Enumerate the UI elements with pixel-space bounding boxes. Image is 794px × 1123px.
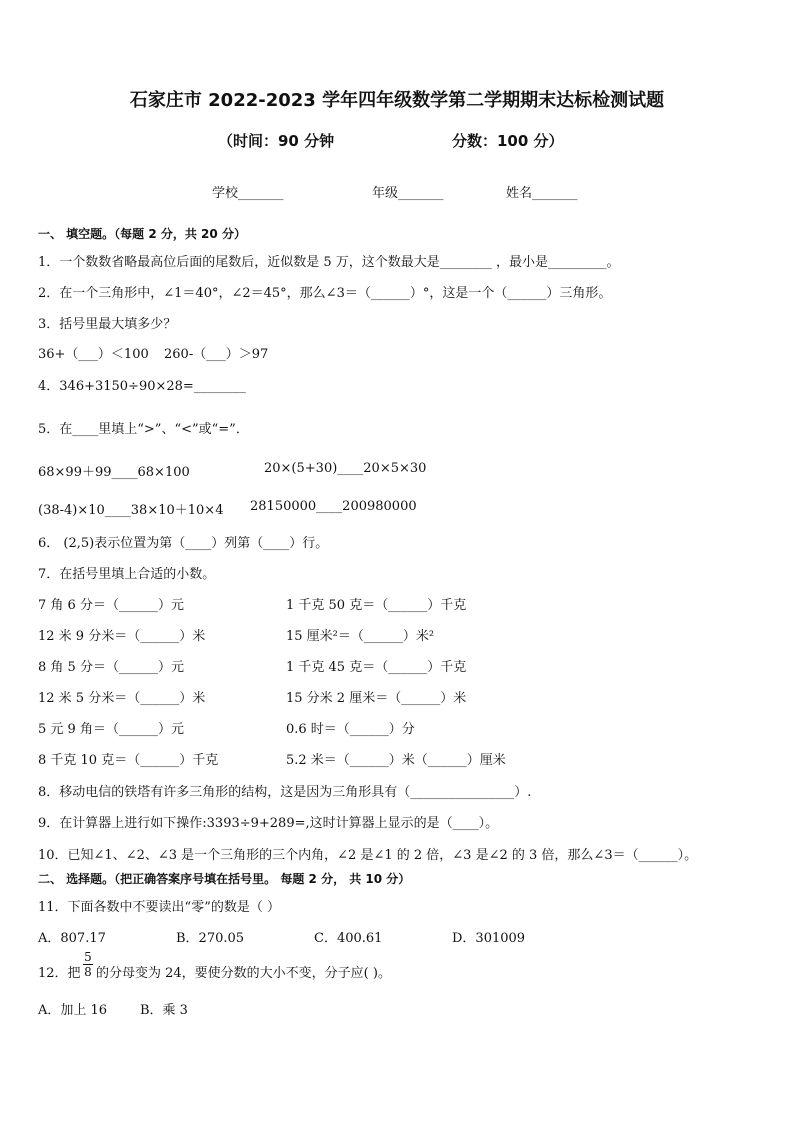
question-5-item-b: 20×(5+30)____20×5×30 <box>264 461 427 476</box>
question-7-item: 12 米 5 分米＝（______）米 <box>38 691 206 706</box>
section-heading-multiple-choice: 二、 选择题。（把正确答案序号填在括号里。 每题 2 分， 共 10 分） <box>38 872 411 886</box>
question-11-option-c: C．400.61 <box>314 931 383 946</box>
question-7-item: 15 分米 2 厘米＝（______）米 <box>286 691 467 706</box>
question-10: 10．已知∠1、∠2、∠3 是一个三角形的三个内角，∠2 是∠1 的 2 倍，∠3 是∠2 的 3 倍，那么∠3＝（______）。 <box>38 848 698 863</box>
question-7-item: 7 角 6 分＝（______）元 <box>38 598 184 613</box>
question-5-item-a: 68×99＋99____68×100 <box>38 465 190 480</box>
fraction-numerator: 5 <box>84 950 92 964</box>
fraction-five-eighths <box>82 950 94 979</box>
question-11-option-a: A．807.17 <box>38 931 106 946</box>
question-12-prefix: 12．把 <box>38 966 81 981</box>
question-1: 1．一个数数省略最高位后面的尾数后，近似数是 5 万，这个数最大是________ ，最小是_________。 <box>38 255 620 270</box>
question-7: 7．在括号里填上合适的小数。 <box>38 567 216 582</box>
exam-time: （时间：90 分钟 <box>218 132 335 150</box>
grade-field: 年级_______ <box>372 186 444 201</box>
question-3-part-a: 36+（___）＜100 <box>38 347 149 362</box>
question-7-item: 12 米 9 分米＝（______）米 <box>38 629 206 644</box>
question-7-item: 15 厘米²＝（______）米² <box>286 629 435 644</box>
question-5: 5．在____里填上“>”、“<”或“=”． <box>38 422 249 437</box>
question-12-option-a: A．加上 16 <box>38 1003 108 1018</box>
question-11-option-b: B．270.05 <box>176 931 245 946</box>
name-field: 姓名_______ <box>506 186 578 201</box>
school-field: 学校_______ <box>212 186 284 201</box>
question-5-item-d: 28150000____200980000 <box>250 499 417 514</box>
question-7-item: 8 千克 10 克＝（______）千克 <box>38 753 219 768</box>
question-12-option-b: B．乘 3 <box>140 1003 188 1018</box>
exam-score: 分数：100 分） <box>452 132 564 150</box>
question-12-text: 的分母变为 24，要使分数的大小不变，分子应( )。 <box>96 966 391 981</box>
question-5-item-c: (38-4)×10____38×10＋10×4 <box>38 503 224 518</box>
question-11-option-d: D．301009 <box>452 931 526 946</box>
question-7-item: 8 角 5 分＝（______）元 <box>38 660 184 675</box>
question-9: 9．在计算器上进行如下操作:3393÷9+289=,这时计算器上显示的是（____）。 <box>38 816 499 831</box>
question-7-item: 0.6 时＝（______）分 <box>286 722 415 737</box>
fraction-denominator: 8 <box>84 965 92 979</box>
question-7-item: 1 千克 45 克＝（______）千克 <box>286 660 467 675</box>
question-6: 6． (2,5)表示位置为第（____）列第（____）行。 <box>38 536 329 551</box>
question-8: 8．移动电信的铁塔有许多三角形的结构，这是因为三角形具有（________________）. <box>38 785 532 800</box>
question-4: 4．346+3150÷90×28=________ <box>38 379 246 394</box>
page-title: 石家庄市 2022-2023 学年四年级数学第二学期期末达标检测试题 <box>129 90 665 111</box>
question-3-part-b: 260-（___）＞97 <box>164 347 269 362</box>
section-heading-fill-in: 一、 填空题。（每题 2 分，共 20 分） <box>38 227 246 241</box>
question-2: 2．在一个三角形中，∠1＝40°，∠2＝45°，那么∠3＝（______）°，这是一个（______）三角形。 <box>38 286 612 301</box>
question-7-item: 5.2 米＝（______）米（______）厘米 <box>286 753 506 768</box>
question-7-item: 5 元 9 角＝（______）元 <box>38 722 184 737</box>
question-7-item: 1 千克 50 克＝（______）千克 <box>286 598 467 613</box>
question-3: 3．括号里最大填多少？ <box>38 317 177 332</box>
question-11: 11．下面各数中不要读出“零”的数是（ ） <box>38 900 280 915</box>
